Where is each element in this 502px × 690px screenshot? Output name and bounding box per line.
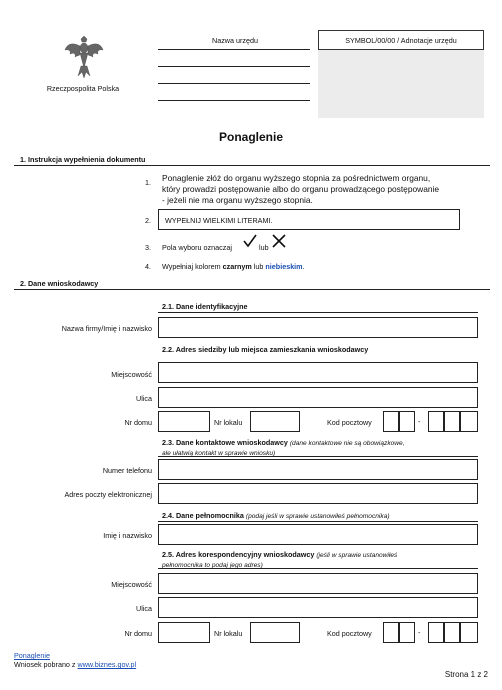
- item4-text-a: Wypełniaj kolorem: [162, 262, 221, 271]
- flat2-label: Nr lokalu: [214, 629, 243, 638]
- sub25-title: 2.5. Adres korespondencyjny wnioskodawcy: [162, 550, 315, 559]
- sub25-note-2: pełnomocnika to podaj jego adres): [162, 562, 263, 569]
- item1-number: 1.: [145, 178, 151, 187]
- sub24-heading: [162, 511, 390, 520]
- sub21-heading: 2.1. Dane identyfikacyjne: [162, 302, 248, 311]
- country-name: Rzeczpospolita Polska: [46, 84, 120, 93]
- sub22-heading: 2.2. Adres siedziby lub miejsca zamieszkania wnioskodawcy: [162, 345, 369, 354]
- name-field[interactable]: [158, 317, 478, 338]
- postal-field-1[interactable]: [383, 411, 399, 432]
- sub23-heading: [162, 438, 405, 458]
- item4-text-black: czarnym: [222, 262, 252, 271]
- house-field[interactable]: [158, 411, 210, 432]
- symbol-box: [318, 30, 484, 50]
- office-name-label: Nazwa urzędu: [212, 36, 258, 45]
- postal2-field-1[interactable]: [383, 622, 399, 643]
- postal-field-3[interactable]: [428, 411, 444, 432]
- flat-label: Nr lokalu: [214, 418, 243, 427]
- postal-field-4[interactable]: [444, 411, 460, 432]
- page-title: Ponaglenie: [218, 130, 283, 144]
- sub23-underline: [158, 456, 478, 457]
- sub23-note-2: ale ułatwią kontakt w sprawie wniosku): [162, 450, 276, 457]
- office-line-2[interactable]: [158, 66, 310, 67]
- sub23-note-1: (dane kontaktowe nie są obowiązkowe,: [289, 440, 405, 447]
- postal-field-5[interactable]: [460, 411, 478, 432]
- cross-icon: [272, 234, 286, 248]
- item3-text-a: Pola wyboru oznaczaj: [162, 243, 232, 252]
- sub21-underline: [158, 312, 478, 313]
- item4-text-dot: .: [302, 262, 305, 271]
- postal2-field-4[interactable]: [444, 622, 460, 643]
- postal2-label: Kod pocztowy: [327, 629, 372, 638]
- office-line-1[interactable]: [158, 49, 310, 50]
- sub23-title: 2.3. Dane kontaktowe wnioskodawcy: [162, 438, 288, 447]
- phone-label: Numer telefonu: [102, 466, 152, 475]
- sub24-title: 2.4. Dane pełnomocnika: [162, 511, 244, 520]
- city-field[interactable]: [158, 362, 478, 383]
- proxy-label: Imię i nazwisko: [103, 531, 152, 540]
- sub25-note-1: (jeśli w sprawie ustanowiłeś: [316, 552, 398, 559]
- item4-text: [162, 262, 305, 271]
- item2-number: 2.: [145, 216, 151, 225]
- office-line-3[interactable]: [158, 83, 310, 84]
- postal2-dash: -: [418, 628, 421, 637]
- item4-text-blue: niebieskim: [265, 262, 303, 271]
- street2-label: Ulica: [136, 604, 152, 613]
- section2-bar: [14, 276, 490, 290]
- item3-number: 3.: [145, 243, 151, 252]
- page-number: Strona 1 z 2: [444, 670, 488, 679]
- street2-field[interactable]: [158, 597, 478, 618]
- flat-field[interactable]: [250, 411, 300, 432]
- postal2-field-2[interactable]: [399, 622, 415, 643]
- item1-text: [162, 173, 439, 206]
- email-label: Adres poczty elektronicznej: [64, 490, 152, 499]
- checkmark-icon: [243, 234, 257, 248]
- city2-field[interactable]: [158, 573, 478, 594]
- street-field[interactable]: [158, 387, 478, 408]
- symbol-label: SYMBOL/00/00 / Adnotacje urzędu: [345, 36, 457, 45]
- house2-label: Nr domu: [124, 629, 152, 638]
- sub24-underline: [158, 521, 478, 522]
- sub25-heading: [162, 550, 397, 570]
- postal2-field-3[interactable]: [428, 622, 444, 643]
- item1-line-3: - jeżeli nie ma organu wyższego stopnia.: [162, 195, 313, 205]
- flat2-field[interactable]: [250, 622, 300, 643]
- sub24-note: (podaj jeśli w sprawie ustanowiłeś pełnomocnika): [245, 513, 390, 520]
- city2-label: Miejscowość: [111, 580, 152, 589]
- name-label: Nazwa firmy/Imię i nazwisko: [61, 324, 152, 333]
- section1-bar: [14, 152, 490, 166]
- footer-source-link[interactable]: www.biznes.gov.pl: [77, 660, 137, 669]
- postal-label: Kod pocztowy: [327, 418, 372, 427]
- postal2-field-5[interactable]: [460, 622, 478, 643]
- office-line-4[interactable]: [158, 100, 310, 101]
- section1-heading: 1. Instrukcja wypełnienia dokumentu: [20, 155, 146, 164]
- postal-field-2[interactable]: [399, 411, 415, 432]
- item4-number: 4.: [145, 262, 151, 271]
- office-annotation-area: [318, 50, 484, 118]
- house2-field[interactable]: [158, 622, 210, 643]
- item3-text-b: lub: [259, 243, 269, 252]
- house-label: Nr domu: [124, 418, 152, 427]
- footer-link[interactable]: Ponaglenie: [14, 651, 50, 660]
- item1-line-1: Ponaglenie złóż do organu wyższego stopnia za pośrednictwem organu,: [162, 173, 431, 183]
- sub25-underline: [158, 568, 478, 569]
- postal-dash: -: [418, 417, 421, 426]
- item2-box: [158, 209, 460, 230]
- footer-source-prefix: Wniosek pobrano z: [14, 660, 76, 669]
- city-label: Miejscowość: [111, 370, 152, 379]
- email-field[interactable]: [158, 483, 478, 504]
- item1-line-2: który prowadzi postępowanie albo do organu prowadzącego postępowanie: [162, 184, 440, 194]
- footer-source: [14, 660, 136, 669]
- phone-field[interactable]: [158, 459, 478, 480]
- street-label: Ulica: [136, 394, 152, 403]
- proxy-field[interactable]: [158, 524, 478, 545]
- section2-heading: 2. Dane wnioskodawcy: [20, 279, 99, 288]
- item2-text: WYPEŁNIJ WIELKIMI LITERAMI.: [165, 216, 273, 225]
- emblem-icon: [62, 32, 106, 80]
- item4-text-or: lub: [253, 262, 264, 271]
